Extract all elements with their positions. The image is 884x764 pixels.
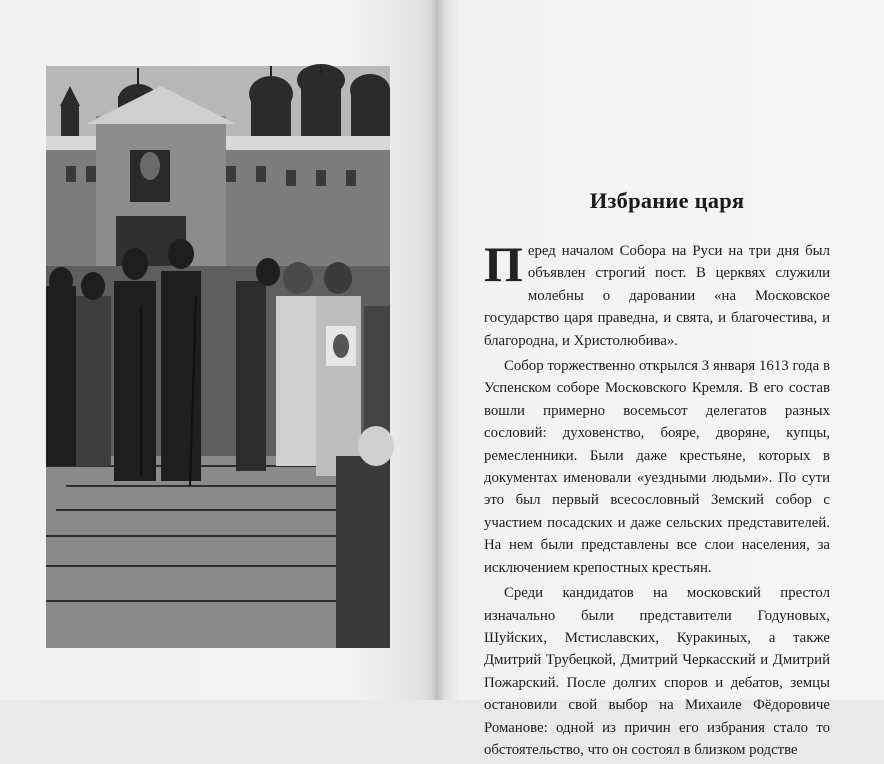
body-text: [484, 236, 830, 764]
left-page: [0, 0, 438, 700]
book-gutter: [431, 0, 445, 700]
paragraph-text: еред началом Собора на Руси на три дня был объявлен строгий пост. В церквях служили молебны о даровании «на Московское государство царя праведна, и свята, и благочестива, и благородна, и Христолюбива».: [484, 243, 830, 349]
paragraph: Среди кандидатов на московский престол изначально были представители Годуновых, Шуйских, Мстиславских, Куракиных, а также Дмитрий Трубецкой, Дмитрий Черкасский и Дмитрий Пожарский. После долгих споров и дебатов, земцы остановили свой выбор на Михаиле Фёдоровиче Романове: одной из причин его избрания стало то обстоятельство, что он состоял в близком родстве: [484, 585, 830, 758]
drop-cap: П: [484, 236, 523, 292]
engraving-illustration: [46, 66, 390, 648]
paragraph: Собор торжественно открылся 3 января 1613 года в Успенском соборе Московского Кремля. В его состав вошли примерно восемьсот делегатов разных сословий: духовенство, бояре, дворяне, купцы, ремесленники. Были даже крестьяне, которых в документах именовали «уездными людьми». По сути это был первый всесословный Земский собор с участием посадских и даже сельских представителей. На нем были представлены все слои населения, за исключением крепостных крестьян.: [484, 358, 830, 576]
paragraph: [484, 236, 830, 352]
chapter-title: Избрание царя: [589, 188, 745, 213]
